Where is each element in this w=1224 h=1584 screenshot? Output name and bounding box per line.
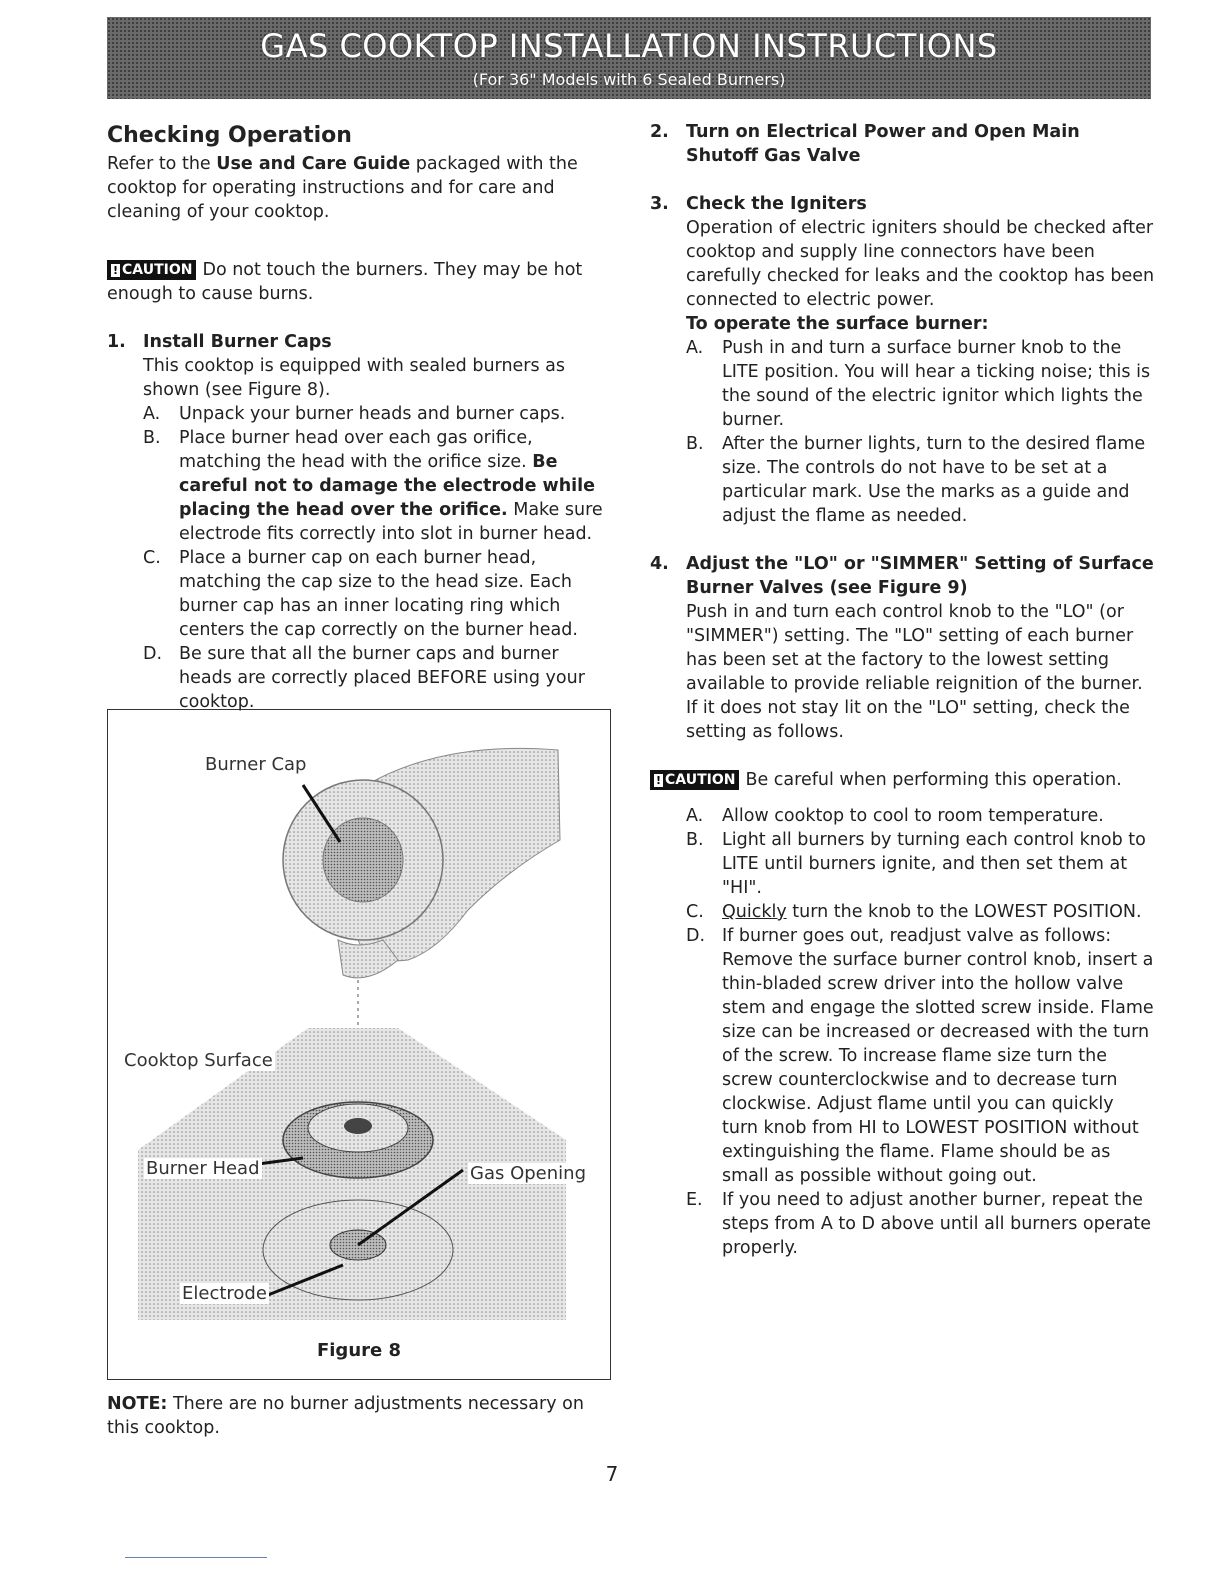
step-title: Turn on Electrical Power and Open Main Shutoff Gas Valve: [686, 122, 1080, 166]
caution-text: Do not touch the burners. They may be hot enough to cause burns.: [107, 260, 583, 304]
item-text: If you need to adjust another burner, repeat the steps from A to D above until all burners operate properly.: [722, 1190, 1152, 1258]
item-text: [179, 426, 607, 546]
warning-icon: !: [113, 264, 119, 277]
note-label: NOTE:: [107, 1394, 168, 1414]
note-paragraph: [107, 1392, 607, 1440]
item-letter: D.: [143, 644, 163, 664]
item-text: Allow cooktop to cool to room temperature.: [722, 806, 1104, 826]
item-text: [722, 900, 1155, 924]
label-burner-cap: Burner Cap: [205, 754, 307, 775]
label-burner-head: Burner Head: [146, 1158, 260, 1179]
item-bold: Be careful not to damage the electrode while placing the head over the orifice.: [179, 452, 596, 520]
item-text: Push in and turn a surface burner knob to the LITE position. You will hear a ticking noise; this is the sound of the electric ignitor which lights the burner.: [722, 338, 1151, 430]
item-letter: D.: [686, 926, 706, 946]
item-letter: E.: [686, 1190, 703, 1210]
step-text: This cooktop is equipped with sealed burners as shown (see Figure 8).: [143, 356, 566, 400]
step-text: Push in and turn each control knob to the "LO" (or "SIMMER") setting. The "LO" setting of each burner has been set at the factory to the lowest setting available to provide reliable reignition of the burner. If it does not stay lit on the "LO" setting, check the setting as follows.: [686, 602, 1143, 742]
item-text: Unpack your burner heads and burner caps.: [179, 404, 566, 424]
caution-badge: [650, 770, 739, 790]
item-letter: B.: [686, 434, 704, 454]
item-letter: C.: [143, 548, 161, 568]
intro-post: packaged with the cooktop for operating instructions and for care and cleaning of your cooktop.: [107, 154, 578, 222]
burner-head-hole: [344, 1118, 372, 1134]
header-banner: [107, 17, 1151, 99]
item-text: After the burner lights, turn to the desired flame size. The controls do not have to be set at a particular mark. Use the marks as a guide and adjust the flame as needed.: [722, 434, 1146, 526]
step-number: 2.: [650, 122, 669, 142]
caution-paragraph-2: [650, 768, 1155, 792]
list-item: [686, 1188, 1155, 1260]
step-4-list: [650, 804, 1155, 1260]
label-electrode: Electrode: [182, 1283, 267, 1304]
section-heading: Checking Operation: [107, 123, 352, 148]
item-text: Be sure that all the burner caps and burner heads are correctly placed BEFORE using your cooktop.: [179, 644, 585, 712]
document-subtitle: (For 36" Models with 6 Sealed Burners): [472, 70, 786, 89]
step-4: [650, 552, 1155, 744]
figure-caption: Figure 8: [316, 1340, 402, 1361]
caution-paragraph-1: [107, 258, 607, 306]
item-pre: Place burner head over each gas orifice, matching the head with the orifice size.: [179, 428, 533, 472]
item-letter: C.: [686, 902, 704, 922]
left-column: [107, 120, 607, 714]
step-number: 1.: [107, 332, 126, 352]
item-text: Light all burners by turning each control knob to LITE until burners ignite, and then set them at "HI".: [722, 830, 1146, 898]
list-item: [686, 432, 1155, 528]
page-number: 7: [605, 1462, 619, 1486]
burner-cap-ring: [323, 818, 403, 902]
step-title: Check the Igniters: [686, 194, 867, 214]
caution-label: CAUTION: [665, 772, 736, 788]
item-post: turn the knob to the LOWEST POSITION.: [786, 902, 1142, 922]
step-text: Operation of electric igniters should be checked after cooktop and supply line connectors have been carefully checked for leaks and the cooktop has been connected to electric power.: [686, 218, 1155, 310]
item-letter: B.: [143, 428, 161, 448]
list-item: [143, 642, 607, 714]
item-post: Make sure electrode fits correctly into slot in burner head.: [179, 500, 603, 544]
item-letter: A.: [686, 806, 704, 826]
label-cooktop-surface: Cooktop Surface: [124, 1050, 273, 1071]
item-letter: A.: [686, 338, 704, 358]
right-column: [650, 120, 1155, 1260]
label-gas-opening: Gas Opening: [470, 1163, 586, 1184]
step-3: [650, 192, 1155, 528]
intro-bold: Use and Care Guide: [216, 154, 411, 174]
list-item: [686, 828, 1155, 900]
step-number: 3.: [650, 194, 669, 214]
list-item: [686, 924, 1155, 1188]
item-letter: B.: [686, 830, 704, 850]
list-item: [143, 402, 607, 426]
list-item: [686, 900, 1155, 924]
step-number: 4.: [650, 554, 669, 574]
caution-badge: [107, 260, 196, 280]
list-item: [143, 546, 607, 642]
list-item: [143, 426, 607, 546]
footer-rule: [125, 1557, 267, 1558]
step-title: Adjust the "LO" or "SIMMER" Setting of Surface Burner Valves (see Figure 9): [686, 554, 1154, 598]
burner-illustration: [108, 710, 610, 1330]
item-text: Place a burner cap on each burner head, matching the cap size to the head size. Each burner cap has an inner locating ring which centers the cap correctly on the burner head.: [179, 548, 578, 640]
document-title: GAS COOKTOP INSTALLATION INSTRUCTIONS: [260, 27, 998, 65]
intro-paragraph: [107, 152, 607, 224]
list-item: [686, 336, 1155, 432]
step-1: [107, 330, 607, 714]
item-text: If burner goes out, readjust valve as follows: Remove the surface burner control knob, insert a thin-bladed screw driver into the hollow valve stem and engage the slotted screw inside. Flame size can be increased or decreased with the turn of the screw. To increase flame size turn the screw counterclockwise and to decrease turn clockwise. Adjust flame until you can quickly turn knob from HI to LOWEST POSITION without extinguishing the flame. Flame should be as small as possible without going out.: [722, 926, 1154, 1186]
step-subhead: To operate the surface burner:: [686, 314, 989, 334]
list-item: [686, 804, 1155, 828]
note-text: There are no burner adjustments necessary on this cooktop.: [107, 1394, 584, 1438]
step-2: [650, 120, 1155, 168]
intro-pre: Refer to the: [107, 154, 217, 174]
caution-label: CAUTION: [122, 262, 193, 278]
item-underline: Quickly: [722, 902, 787, 922]
figure-8: [107, 709, 611, 1380]
item-letter: A.: [143, 404, 161, 424]
step-title: Install Burner Caps: [143, 332, 332, 352]
warning-icon: !: [656, 774, 662, 787]
caution-text: Be careful when performing this operation.: [745, 770, 1122, 790]
